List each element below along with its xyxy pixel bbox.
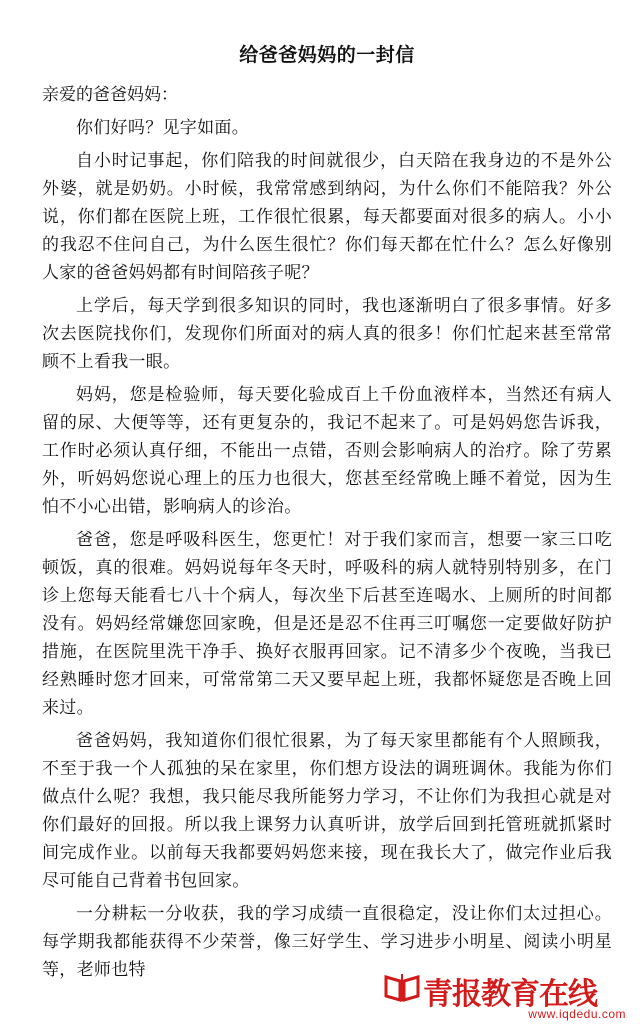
letter-paragraph: 爸爸，您是呼吸科医生，您更忙！对于我们家而言，想要一家三口吃顿饭，真的很难。妈妈说每年冬天时，呼吸科的病人就特别特别多，在门诊上您每天能看七八十个病人，每次坐下后甚至连喝水、上厕所的时间都没有。妈妈经常嫌您回家晚，但是还是忍不住再三叮嘱您一定要做好防护措施，在医院里洗干净手、换好衣服再回家。记不清多少个夜晚，当我已经熟睡时您才回来，可常常第二天又要早起上班，我都怀疑您是否晚上回来过。 — [42, 530, 612, 718]
watermark-url: www.iqdedu.com — [528, 1007, 626, 1021]
letter-paragraph: 你们好吗？见字如面。 — [76, 118, 249, 138]
letter-paragraph: 自小时记事起，你们陪我的时间就很少，白天陪在我身边的不是外公外婆，就是奶奶。小时候，我常常感到纳闷，为什么你们不能陪我？外公说，你们都在医院上班，工作很忙很累，每天都要面对很多的病人。小小的我忍不住问自己，为什么医生很忙？你们每天都在忙什么？怎么好像别人家的爸爸妈妈都有时间陪孩子呢？ — [42, 151, 612, 283]
letter-paragraph: 上学后，每天学到很多知识的同时，我也逐渐明白了很多事情。好多次去医院找你们，发现你们所面对的病人真的很多！你们忙起来甚至常常顾不上看我一眼。 — [42, 296, 612, 372]
letter-title: 给爸爸妈妈的一封信 — [239, 44, 415, 66]
watermark-brand-a: 青报 — [423, 977, 481, 1012]
letter-paragraph: 爸爸妈妈，我知道你们很忙很累，为了每天家里都能有个人照顾我，不至于我一个人孤独的呆在家里，你们想方设法的调班调休。我能为你们做点什么呢？我想，我只能尽我所能努力学习，不让你们为我担心就是对你们最好的回报。所以我上课努力认真听讲，放学后回到托管班就抓紧时间完成作业。以前每天我都要妈妈您来接，现在我长大了，做完作业后我尽可能自己背着书包回家。 — [42, 731, 612, 891]
letter-salutation: 亲爱的爸爸妈妈： — [42, 85, 178, 105]
watermark-brand-b: 教育在线 — [481, 977, 597, 1012]
watermark-logo — [383, 969, 628, 1021]
letter-paragraph: 一分耕耘一分收获，我的学习成绩一直很稳定，没让你们太过担心。每学期我都能获得不少荣誉，像三好学生、学习进步小明星、阅读小明星等，老师也特 — [42, 904, 612, 980]
open-book-icon — [383, 971, 421, 1003]
letter-paragraph: 妈妈，您是检验师，每天要化验成百上千份血液样本，当然还有病人留的尿、大便等等，还有更复杂的，我记不起来了。可是妈妈您告诉我，工作时必须认真仔细，不能出一点错，否则会影响病人的治疗。除了劳累外，听妈妈您说心理上的压力也很大，您甚至经常晚上睡不着觉，因为生怕不小心出错，影响病人的诊治。 — [42, 385, 612, 517]
